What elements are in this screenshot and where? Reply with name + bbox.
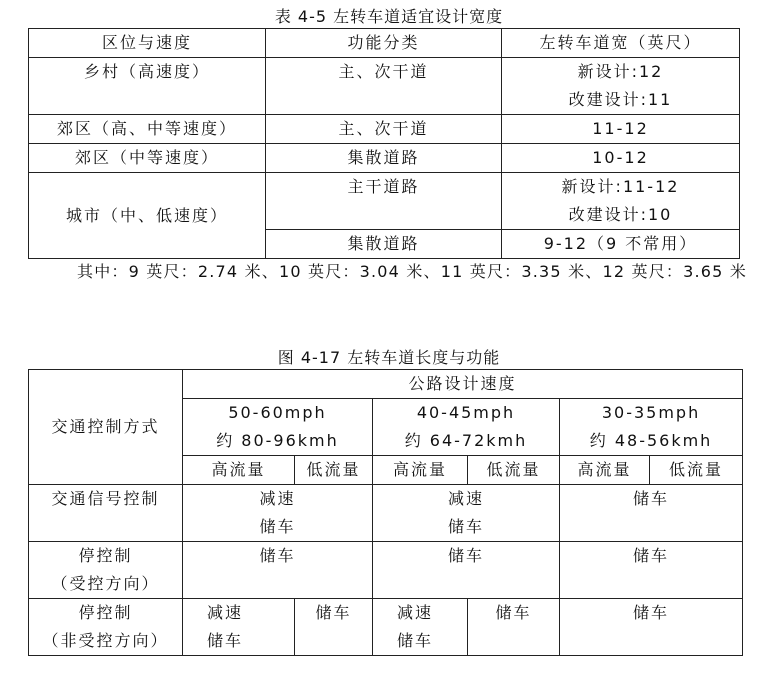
table-cell: 储车 <box>183 542 373 599</box>
table-row <box>29 485 743 542</box>
row-label: 停控制 （受控方向） <box>29 542 183 599</box>
cell-function: 主、次干道 <box>266 115 502 144</box>
high-flow-label: 高流量 <box>183 456 295 485</box>
low-flow-label: 低流量 <box>295 456 373 485</box>
header-control-method: 交通控制方式 <box>29 370 183 485</box>
row-label: 停控制 （非受控方向） <box>29 599 183 656</box>
table-row <box>29 542 743 599</box>
header-function: 功能分类 <box>266 29 502 58</box>
cell-function: 主干道路 <box>266 173 502 230</box>
cell-function: 集散道路 <box>266 230 502 259</box>
cell-function: 集散道路 <box>266 144 502 173</box>
cell-width: 9-12（9 不常用） <box>502 230 740 259</box>
cell-width: 11-12 <box>502 115 740 144</box>
table-cell: 储车 <box>560 599 743 656</box>
speed-cell: 50-60mph 约 80-96kmh <box>183 399 373 456</box>
table-row <box>29 144 740 173</box>
cell-area: 郊区（中等速度） <box>29 144 266 173</box>
cell-width: 新设计:11-12 改建设计:10 <box>502 173 740 230</box>
table-cell: 储车 <box>560 542 743 599</box>
high-flow-label: 高流量 <box>560 456 650 485</box>
table-row <box>29 58 740 115</box>
table-cell: 储车 <box>373 542 560 599</box>
table-cell: 储车 <box>295 599 373 656</box>
speed-cell: 40-45mph 约 64-72kmh <box>373 399 560 456</box>
cell-area: 城市（中、低速度） <box>29 173 266 259</box>
header-width: 左转车道宽（英尺） <box>502 29 740 58</box>
unit-conversion-note: 其中：9 英尺：2.74 米、10 英尺：3.04 米、11 英尺：3.35 米、12 英尺：3.65 米 <box>77 262 748 281</box>
cell-width: 10-12 <box>502 144 740 173</box>
cell-width: 新设计:12 改建设计:11 <box>502 58 740 115</box>
table2-caption: 图 4-17 左转车道长度与功能 <box>277 348 501 367</box>
row-label: 交通信号控制 <box>29 485 183 542</box>
table1-caption: 表 4-5 左转车道适宜设计宽度 <box>274 7 504 26</box>
speed-cell: 30-35mph 约 48-56kmh <box>560 399 743 456</box>
cell-function: 主、次干道 <box>266 58 502 115</box>
lane-length-table <box>28 369 743 656</box>
cell-area: 乡村（高速度） <box>29 58 266 115</box>
table-cell: 减速 储车 <box>373 599 468 656</box>
cell-area: 郊区（高、中等速度） <box>29 115 266 144</box>
table-row <box>29 115 740 144</box>
table-cell: 减速 储车 <box>373 485 560 542</box>
table-header-row <box>29 29 740 58</box>
table-cell: 储车 <box>468 599 560 656</box>
header-area: 区位与速度 <box>29 29 266 58</box>
table-cell: 减速 储车 <box>183 485 373 542</box>
low-flow-label: 低流量 <box>650 456 743 485</box>
table-row <box>29 599 743 656</box>
lane-width-table <box>28 28 740 259</box>
table-header-row <box>29 370 743 399</box>
high-flow-label: 高流量 <box>373 456 468 485</box>
table-cell: 储车 <box>560 485 743 542</box>
header-design-speed: 公路设计速度 <box>183 370 743 399</box>
low-flow-label: 低流量 <box>468 456 560 485</box>
table-cell: 减速 储车 <box>183 599 295 656</box>
table-row <box>29 173 740 230</box>
